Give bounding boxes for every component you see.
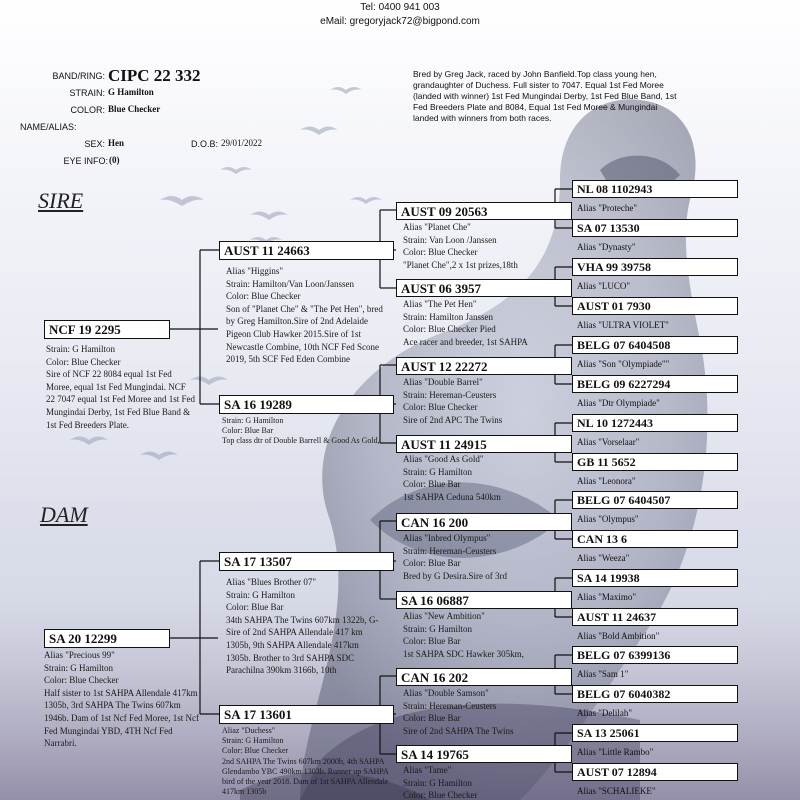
pedigree-box-g3-6[interactable]: SA 16 06887: [396, 591, 572, 609]
sire-details: [46, 343, 196, 453]
sire-heading: SIRE: [38, 188, 84, 213]
detail-line: Color: Blue Bar: [403, 479, 461, 490]
detail-line: Strain: Van Loon /Janssen: [403, 234, 497, 245]
pedigree-details-g3-5: [403, 532, 555, 584]
band-label: BAND/RING:: [52, 71, 105, 81]
detail-line: Strain: G Hamilton: [403, 466, 472, 477]
detail-line: Alias "The Pet Hen": [403, 299, 477, 309]
pedigree-details-g3-8: [403, 764, 555, 800]
pedigree-alias-g4-15: Alias "Little Rambo": [577, 747, 654, 757]
pedigree-details-g3-1: [403, 221, 555, 273]
detail-line: Sire of 2nd SAHPA The Twins: [403, 725, 514, 736]
dam-detail-line: Color: Blue Checker: [44, 675, 119, 686]
pedigree-box-g4-6[interactable]: BELG 09 6227294: [572, 375, 738, 393]
pedigree-box-g4-15[interactable]: SA 13 25061: [572, 724, 738, 742]
detail-line: Alias "Planet Che": [403, 222, 471, 232]
detail-line: Aliaz "Duchess": [222, 726, 275, 735]
pedigree-box-g2-2[interactable]: SA 16 19289: [219, 395, 394, 414]
detail-line: Strain: G Hamilton: [403, 777, 472, 788]
pedigree-details-g3-3: [403, 376, 555, 428]
pedigree-box-g3-3[interactable]: AUST 12 22272: [396, 357, 572, 375]
sire-detail-line: Color: Blue Checker: [46, 356, 121, 367]
detail-line: 34th SAHPA The Twins 607km 1322b, G-Sire of 2nd SAHPA Allendale 417 km 1305b, 9th SAHPA Allendale 417km 1305b. Brother to 3rd SAHPA SDC Parachilna 390km 3166b, 10th: [226, 614, 379, 676]
pedigree-box-g4-7[interactable]: NL 10 1272443: [572, 414, 738, 432]
strain-value: G Hamilton: [108, 87, 154, 97]
detail-line: Color: Blue Checker Pied: [403, 324, 496, 335]
dam-detail-line: Alias "Precious 99": [44, 650, 115, 660]
pedigree-alias-g4-2: Alias "Dynasty": [577, 242, 636, 252]
detail-line: Color: Blue Bar: [403, 636, 461, 647]
pedigree-box-g3-5[interactable]: CAN 16 200: [396, 513, 572, 531]
contact-email[interactable]: eMail: gregoryjack72@bigpond.com: [320, 16, 480, 27]
dob-label: D.O.B:: [190, 139, 218, 149]
pedigree-box-g4-5[interactable]: BELG 07 6404508: [572, 336, 738, 354]
detail-line: Color: Blue Checker: [226, 291, 301, 302]
dob-value: 29/01/2022: [221, 138, 263, 148]
pedigree-alias-g4-9: Alias "Olympus": [577, 514, 639, 524]
detail-line: Strain: Hamilton Janssen: [403, 311, 493, 322]
detail-line: Strain: Hereman-Ceusters: [403, 545, 497, 556]
pedigree-box-g4-1[interactable]: NL 08 1102943: [572, 180, 738, 198]
pedigree-box-g4-2[interactable]: SA 07 13530: [572, 219, 738, 237]
sex-label: SEX:: [84, 139, 105, 149]
dam-detail-line: Strain: G Hamilton: [44, 662, 113, 673]
detail-line: Color: Blue Checker: [403, 790, 478, 800]
pedigree-box-g2-4[interactable]: SA 17 13601: [219, 705, 394, 724]
color-label: COLOR:: [70, 105, 105, 115]
detail-line: Strain: Hereman-Ceusters: [403, 389, 497, 400]
detail-line: Strain: Hamilton/Van Loon/Janssen: [226, 278, 354, 289]
pedigree-alias-g4-12: Alias "Bold Ambition": [577, 631, 660, 641]
detail-line: Ace racer and breeder, 1st SAHPA: [403, 336, 528, 347]
detail-line: Alias "Inbred Olympus": [403, 533, 491, 543]
detail-line: Alias "Higgins": [226, 266, 284, 276]
pedigree-box-g4-10[interactable]: CAN 13 6: [572, 530, 738, 548]
detail-line: Bred by G Desira.Sire of 3rd: [403, 570, 507, 581]
pedigree-box-g3-7[interactable]: CAN 16 202: [396, 668, 572, 686]
detail-line: Strain: G Hamilton: [222, 416, 284, 425]
pedigree-box-g4-3[interactable]: VHA 99 39758: [572, 258, 738, 276]
pedigree-alias-g4-7: Alias "Vorselaar": [577, 437, 640, 447]
dam-heading: DAM: [40, 502, 88, 527]
pedigree-box-g3-8[interactable]: SA 14 19765: [396, 745, 572, 763]
pedigree-box-g3-2[interactable]: AUST 06 3957: [396, 279, 572, 297]
detail-line: Color: Blue Bar: [403, 713, 461, 724]
eye-value: (0): [109, 155, 120, 165]
detail-line: Strain: G Hamilton: [222, 736, 284, 746]
pedigree-box-g2-1[interactable]: AUST 11 24663: [219, 241, 394, 260]
pedigree-details-g3-4: [403, 453, 555, 505]
detail-line: Alias "New Ambition": [403, 611, 485, 621]
sex-value: Hen: [108, 138, 125, 148]
pedigree-box-g4-4[interactable]: AUST 01 7930: [572, 297, 738, 315]
pedigree-alias-g4-5: Alias "Son "Olympiade"": [577, 359, 670, 369]
detail-line: Alias "Tame": [403, 765, 452, 775]
pedigree-alias-g4-8: Alias "Leonora": [577, 476, 636, 486]
band-number: CIPC 22 332: [108, 66, 201, 85]
strain-label: STRAIN:: [69, 88, 105, 98]
pedigree-box-g2-3[interactable]: SA 17 13507: [219, 552, 394, 571]
pedigree-box-g3-1[interactable]: AUST 09 20563: [396, 202, 572, 220]
sire-detail-line: Strain: G Hamilton: [46, 344, 115, 354]
detail-line: "Planet Che",2 x 1st prizes,18th: [403, 259, 518, 270]
contact-phone: Tel: 0400 941 003: [360, 2, 440, 13]
pedigree-alias-g4-10: Alias "Weeza": [577, 553, 630, 563]
pedigree-alias-g4-13: Alias "Sam 1": [577, 669, 629, 679]
dam-band-box[interactable]: SA 20 12299: [44, 629, 170, 648]
pedigree-details-g3-2: [403, 298, 555, 350]
pedigree-box-g4-13[interactable]: BELG 07 6399136: [572, 646, 738, 664]
bird-description: Bred by Greg Jack, raced by John Banfield.Top class young hen, grandaughter of Duchess. Full sister to 7047. Equal 1st Fed Moree (landed with winner) 1st Fed Mungindai Derby, 1st Fed Blue Band, 1st Fed Breeders Plate and 8084, Equal 1st Fed Moree & Mungindai landed with winners from both races.: [413, 69, 677, 123]
pedigree-details-g3-6: [403, 610, 555, 662]
detail-line: Alias "Double Barrel": [403, 377, 483, 387]
pedigree-alias-g4-4: Alias "ULTRA VIOLET": [577, 320, 669, 330]
dam-details: [44, 649, 200, 779]
detail-line: Sire of 2nd APC The Twins: [403, 414, 503, 425]
dam-detail-line: Half sister to 1st SAHPA Allendale 417km 1305b, 3rd SAHPA The Twins 607km 1946b. Dam of 1st Ncf Fed Moree, 1st Ncf Fed Mungindai YBD, 4TH Ncf Fed Narrabri.: [44, 687, 199, 749]
pedigree-alias-g4-11: Alias "Maximo": [577, 592, 637, 602]
detail-line: 1st SAHPA Ceduna 540km: [403, 491, 501, 502]
detail-line: Color: Blue Checker: [403, 247, 478, 258]
detail-line: Strain: G Hamilton: [226, 589, 295, 600]
pedigree-details-g2-4: [222, 726, 392, 800]
eye-label: EYE INFO:: [63, 156, 108, 166]
detail-line: Alias "Double Samson": [403, 688, 489, 698]
sire-detail-line: Sire of NCF 22 8084 equal 1st Fed Moree, equal 1st Fed Mungindai. NCF 22 7047 equal 1st Fed Moree and 1st Fed Mungindai Derby, 1st Fed Blue Band & 1st Fed Breeders Plate.: [46, 369, 195, 430]
detail-line: Color: Blue Checker: [403, 402, 478, 413]
detail-line: Alias "Blues Brother 07": [226, 577, 317, 587]
pedigree-alias-g4-6: Alias "Dtr Olympiade": [577, 398, 660, 408]
pedigree-box-g4-11[interactable]: SA 14 19938: [572, 569, 738, 587]
detail-line: Strain: Hereman-Ceusters: [403, 700, 497, 711]
detail-line: Color: Blue Bar: [222, 426, 274, 436]
pedigree-box-g4-9[interactable]: BELG 07 6404507: [572, 491, 738, 509]
pedigree-alias-g4-16: Alias "SCHALIEKE": [577, 786, 656, 796]
sire-band-box[interactable]: NCF 19 2295: [44, 320, 170, 339]
detail-line: 1st SAHPA SDC Hawker 305km,: [403, 648, 524, 659]
pedigree-details-g2-1: [226, 265, 384, 391]
pedigree-box-g3-4[interactable]: AUST 11 24915: [396, 435, 572, 453]
pedigree-details-g2-2: [222, 416, 392, 460]
pedigree-alias-g4-14: Alias "Delilah": [577, 708, 633, 718]
color-value: Blue Checker: [108, 104, 161, 114]
detail-line: Alias "Good As Gold": [403, 454, 484, 464]
name-label: NAME/ALIAS:: [20, 122, 77, 132]
pedigree-alias-g4-1: Alias "Proteche": [577, 203, 638, 213]
pedigree-box-g4-16[interactable]: AUST 07 12894: [572, 763, 738, 781]
detail-line: Color: Blue Checker: [222, 746, 289, 756]
pedigree-details-g3-7: [403, 687, 555, 739]
pedigree-box-g4-8[interactable]: GB 11 5652: [572, 453, 738, 471]
detail-line: 2nd SAHPA The Twins 607km 2000b, 4th SAHPA Glendambo YBC 490km 1303b. Runner up SAHPA bird of the year 2018. Dam of 1st SAHPA Allendale 417km 1305b: [222, 756, 389, 797]
detail-line: Son of "Planet Che" & "The Pet Hen", bred by Greg Hamilton.Sire of 2nd Adelaide Pigeon Club Hawker 2015.Sire of 1st Newcastle Combine, 10th NCF Fed Scone 2019, 5th SCF Fed Eden Combine: [226, 303, 383, 365]
detail-line: Color: Blue Bar: [226, 602, 284, 613]
pedigree-box-g4-14[interactable]: BELG 07 6040382: [572, 685, 738, 703]
detail-line: Top class dtr of Double Barrell & Good As Gold,: [222, 436, 380, 446]
pedigree-details-g2-3: [226, 576, 382, 700]
pedigree-box-g4-12[interactable]: AUST 11 24637: [572, 608, 738, 626]
detail-line: Strain: G Hamilton: [403, 623, 472, 634]
detail-line: Color: Blue Bar: [403, 558, 461, 569]
pedigree-alias-g4-3: Alias "LUCO": [577, 281, 631, 291]
